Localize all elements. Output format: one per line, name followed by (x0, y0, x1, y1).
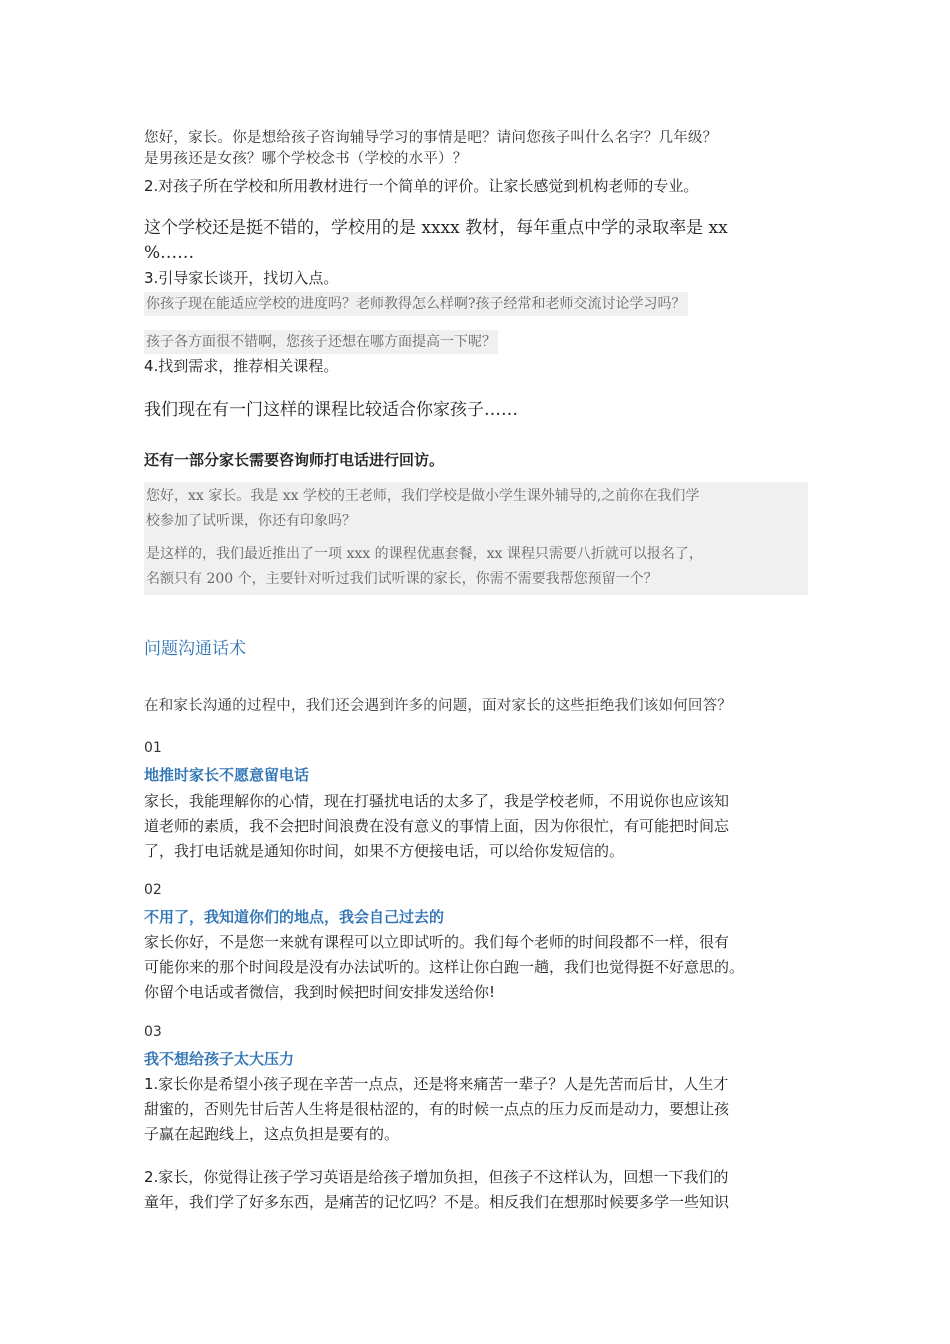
item-body (144, 789, 808, 864)
item-body-line: 了，我打电话就是通知你时间，如果不方便接电话，可以给你发短信的。 (144, 842, 625, 860)
item-number: 03 (144, 1024, 162, 1040)
item-body (144, 930, 808, 1005)
callback-1-line-2: 校参加了试听课，你还有印象吗？ (146, 513, 356, 529)
evaluation-line-1: 这个学校还是挺不错的，学校用的是 xxxx 教材，每年重点中学的录取率是 xx (144, 218, 728, 238)
callback-quote-block (144, 482, 808, 595)
question-quote-2-text: 孩子各方面很不错啊，您孩子还想在哪方面提高一下呢？ (144, 330, 498, 354)
greeting-line-1: 您好，家长。你是想给孩子咨询辅导学习的事情是吧？请问您孩子叫什么名字？几年级？ (144, 130, 718, 146)
question-quote-1 (144, 292, 808, 316)
section-lead: 在和家长沟通的过程中，我们还会遇到许多的问题，面对家长的这些拒绝我们该如何回答？ (144, 698, 732, 714)
item-body-line: 家长你好，不是您一来就有课程可以立即试听的。我们每个老师的时间段都不一样，很有 (144, 933, 730, 951)
item-body-line: 家长，我能理解你的心情，现在打骚扰电话的太多了，我是学校老师，不用说你也应该知 (144, 792, 730, 810)
greeting-line-2: 是男孩还是女孩？哪个学校念书（学校的水平）？ (144, 151, 468, 167)
question-quote-1-text: 你孩子现在能适应学校的进度吗？老师教得怎么样啊?孩子经常和老师交流讨论学习吗？ (144, 292, 688, 316)
item-number: 02 (144, 882, 162, 898)
greeting-paragraph (144, 128, 808, 170)
item-title: 不用了，我知道你们的地点，我会自己过去的 (144, 908, 445, 926)
step-4-heading: 4.找到需求，推荐相关课程。 (144, 357, 339, 375)
evaluation-line-2: %…… (144, 243, 195, 263)
item-number: 01 (144, 740, 162, 756)
question-quote-2 (144, 330, 808, 354)
item-body (144, 1072, 808, 1147)
recommend-sentence: 我们现在有一门这样的课程比较适合你家孩子…… (144, 400, 518, 420)
item-body-line: 子赢在起跑线上，这点负担是要有的。 (144, 1125, 400, 1143)
item-title: 地推时家长不愿意留电话 (144, 766, 310, 784)
section-title: 问题沟通话术 (144, 639, 246, 659)
item-body-line: 可能你来的那个时间段是没有办法试听的。这样让你白跑一趟，我们也觉得挺不好意思的。 (144, 958, 745, 976)
callback-2-line-1: 是这样的，我们最近推出了一项 xxx 的课程优惠套餐，xx 课程只需要八折就可以报名了， (146, 546, 703, 562)
item-title: 我不想给孩子太大压力 (144, 1050, 295, 1068)
item-body-line: 2.家长，你觉得让孩子学习英语是给孩子增加负担，但孩子不这样认为，回想一下我们的 (144, 1168, 729, 1186)
callback-1-line-1: 您好，xx 家长。我是 xx 学校的王老师，我们学校是做小学生课外辅导的,之前你在我们学 (146, 488, 700, 504)
step-3-heading: 3.引导家长谈开，找切入点。 (144, 269, 339, 287)
callback-heading: 还有一部分家长需要咨询师打电话进行回访。 (144, 451, 445, 469)
evaluation-paragraph (144, 216, 808, 266)
item-body-continued (144, 1165, 808, 1215)
step-2-heading: 2.对孩子所在学校和所用教材进行一个简单的评价。让家长感觉到机构老师的专业。 (144, 177, 699, 195)
item-body-line: 1.家长你是希望小孩子现在辛苦一点点，还是将来痛苦一辈子？人是先苦而后甘，人生才 (144, 1075, 729, 1093)
callback-2-line-2: 名额只有 200 个，主要针对听过我们试听课的家长，你需不需要我帮您预留一个？ (146, 571, 658, 587)
item-body-line: 童年，我们学了好多东西，是痛苦的记忆吗？不是。相反我们在想那时候要多学一些知识 (144, 1193, 730, 1211)
item-body-line: 你留个电话或者微信，我到时候把时间安排发送给你! (144, 983, 496, 1001)
item-body-line: 道老师的素质，我不会把时间浪费在没有意义的事情上面，因为你很忙，有可能把时间忘 (144, 817, 730, 835)
item-body-line: 甜蜜的，否则先甘后苦人生将是很枯涩的，有的时候一点点的压力反而是动力，要想让孩 (144, 1100, 730, 1118)
